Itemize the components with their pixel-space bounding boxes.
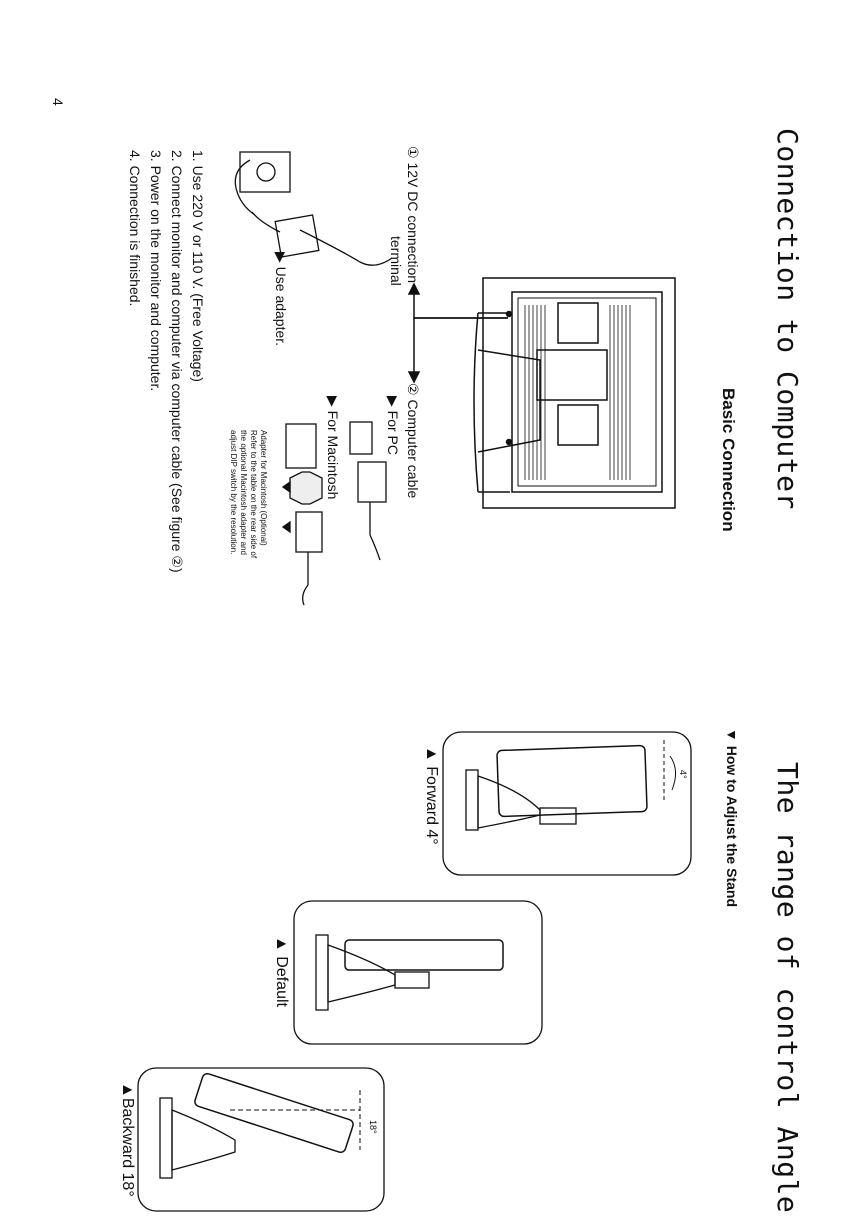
stand-forward-caption: ▲ Forward 4° — [423, 746, 440, 845]
for-mac-label: ▶ For Macintosh — [325, 396, 341, 500]
section-heading-stand: ▼ How to Adjust the Stand — [724, 728, 740, 907]
stand-default-illustration — [294, 901, 542, 1044]
for-pc-label: ▶ For PC — [385, 396, 401, 455]
computer-cable-label: ② Computer cable — [405, 383, 421, 499]
mac-adapter-illustration — [283, 424, 322, 605]
stand-default-caption: ▲ Default — [273, 936, 290, 1007]
dc-terminal-label-cont: terminal — [388, 236, 404, 286]
stand-forward-illustration — [443, 732, 691, 875]
use-adapter-label: ▶ Use adapter. — [273, 252, 289, 347]
page-title: Connection to Computer — [771, 128, 804, 510]
backward-angle-label: 18° — [368, 1120, 378, 1134]
step-item: 2. Connect monitor and computer via computer cable (See figure ②) — [169, 150, 185, 573]
section-heading-basic: Basic Connection — [719, 388, 738, 532]
stand-backward-caption: ▲Backward 18° — [119, 1082, 136, 1197]
power-adapter-illustration — [235, 152, 392, 265]
dc-terminal-label: ① 12V DC connection — [405, 146, 421, 284]
step-item: 3. Power on the monitor and computer. — [148, 150, 164, 392]
step-item: 1. Use 220 V or 110 V. (Free Voltage) — [190, 150, 206, 382]
section-title-angle: The range of control Angle — [771, 762, 804, 1214]
mac-adapter-note: Adapter for Macintosh (Optional) Refer to the table on the rear side of the optional Macintosh adapter and adjust DIP switch by the resolution. — [229, 430, 268, 559]
stand-backward-illustration — [138, 1068, 384, 1211]
forward-angle-label: 4° — [678, 770, 688, 779]
monitor-rear-illustration — [474, 278, 675, 508]
pc-cable-illustration — [350, 422, 386, 560]
step-item: 4. Connection is finished. — [127, 150, 143, 307]
connection-arrows — [409, 284, 508, 382]
page-number: 4 — [50, 98, 66, 106]
